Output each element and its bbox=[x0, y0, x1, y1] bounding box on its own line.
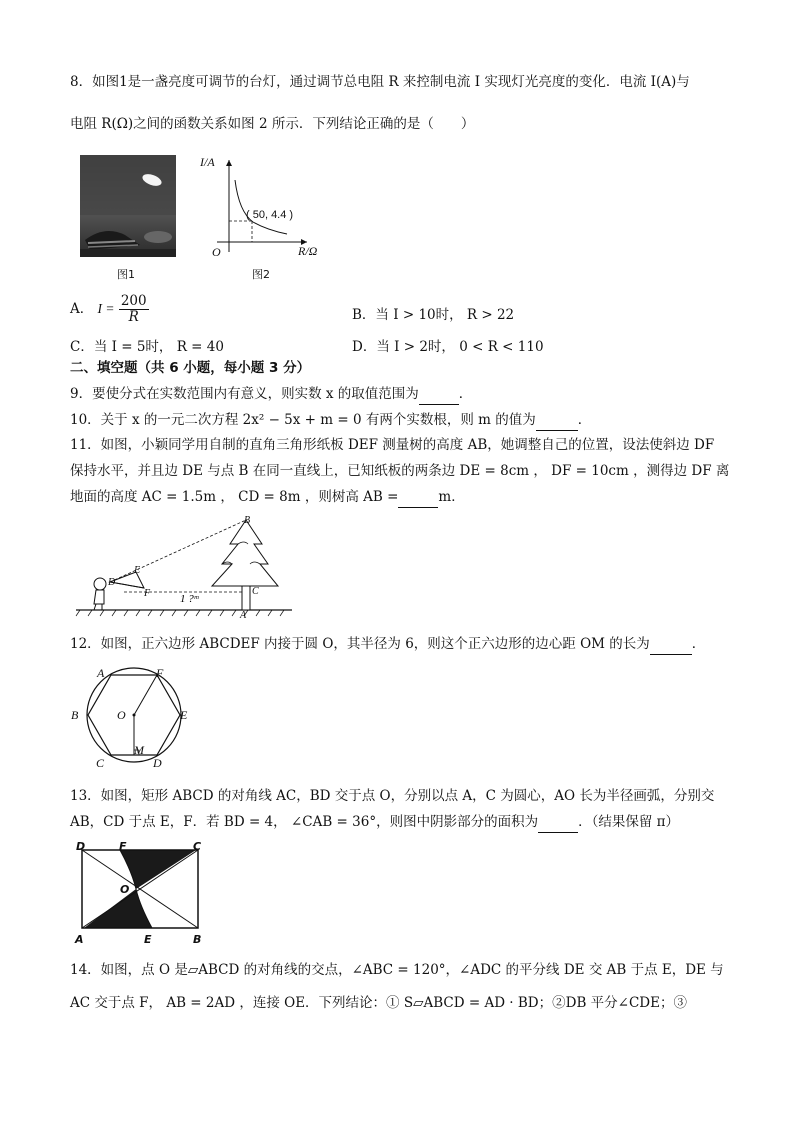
q13-line2 bbox=[70, 812, 679, 833]
svg-text:1 ?ᵐ: 1 ?ᵐ bbox=[180, 593, 199, 605]
q11-label-d: D bbox=[108, 577, 116, 588]
q13-figure-rectangle bbox=[76, 844, 206, 934]
figure1-lamp-photo bbox=[80, 155, 176, 257]
option-a-numerator: 200 bbox=[120, 293, 147, 309]
q13-label-a: A bbox=[75, 933, 84, 946]
q11-line3 bbox=[70, 487, 465, 508]
q13-blank bbox=[538, 812, 578, 833]
graph-point-label: ( 50, 4.4 ) bbox=[246, 209, 294, 221]
q13-label-b: B bbox=[193, 933, 202, 946]
q9 bbox=[70, 384, 472, 405]
q10-text: 10．关于 x 的一元二次方程 2x² − 5x + m = 0 有两个实数根，则 m 的值为 bbox=[70, 412, 536, 428]
q12-label-f: F bbox=[156, 666, 164, 680]
q11-label-e: E bbox=[134, 565, 141, 576]
option-a-label: A． bbox=[70, 301, 94, 317]
q8-line2: 电阻 R(Ω)之间的函数关系如图 2 所示．下列结论正确的是（ ） bbox=[70, 116, 475, 132]
q12-label-a: A bbox=[97, 666, 105, 680]
option-a-fraction bbox=[119, 294, 149, 325]
q13-line2-end: ．（结果保留 π） bbox=[578, 814, 679, 830]
q11-line3-end: m． bbox=[438, 489, 465, 505]
q13-label-f: F bbox=[119, 840, 127, 853]
q14-line2: AC 交于点 F， AB = 2AD ，连接 OE．下列结论：① S▱ABCD = AD · BD；②DB 平分∠CDE；③ bbox=[70, 995, 687, 1011]
q12-blank bbox=[650, 634, 692, 655]
q12-label-b: B bbox=[71, 708, 79, 722]
q11-line2: 保持水平，并且边 DE 与点 B 在同一直线上，已知纸板的两条边 DE = 8cm ， DF = 10cm ，测得边 DF 离 bbox=[70, 463, 730, 479]
q12-label-e: E bbox=[180, 708, 188, 722]
q10-blank bbox=[536, 410, 578, 431]
graph-origin-label: O bbox=[212, 245, 221, 259]
option-a-lhs: I = bbox=[97, 301, 115, 316]
q14-line1: 14．如图，点 O 是▱ABCD 的对角线的交点，∠ABC = 120°，∠ADC 的平分线 DE 交 AB 于点 E，DE 与 bbox=[70, 962, 724, 978]
q11-label-a: A bbox=[240, 610, 247, 621]
q9-blank bbox=[419, 384, 459, 405]
q10 bbox=[70, 410, 591, 431]
figure2-caption: 图2 bbox=[252, 268, 270, 281]
q12-label-d: D bbox=[153, 756, 162, 770]
option-c: C．当 I = 5时， R = 40 bbox=[70, 339, 224, 355]
q13-label-o: O bbox=[120, 883, 130, 896]
q11-label-b: B bbox=[244, 515, 251, 526]
option-a-denominator: R bbox=[128, 309, 139, 325]
q12-end: ． bbox=[691, 636, 706, 652]
graph-y-axis-label: I/A bbox=[200, 155, 215, 169]
option-b: B．当 I > 10时， R > 22 bbox=[352, 307, 515, 323]
q13-label-c: C bbox=[193, 840, 202, 853]
q11-label-f: F bbox=[144, 588, 151, 599]
section-heading: 二、填空题（共 6 小题，每小题 3 分） bbox=[70, 360, 311, 376]
q13-label-e: E bbox=[144, 933, 152, 946]
figure1-caption: 图1 bbox=[117, 268, 135, 281]
q10-end: ． bbox=[577, 412, 592, 428]
q13-line2-text: AB，CD 于点 E，F．若 BD = 4， ∠CAB = 36°，则图中阴影部分的面积为 bbox=[70, 814, 539, 830]
q12-label-o: O bbox=[117, 708, 126, 722]
q11-line3-text: 地面的高度 AC = 1.5m ， CD = 8m ，则树高 AB = bbox=[70, 489, 399, 505]
q9-text: 9．要使分式在实数范围内有意义，则实数 x 的取值范围为 bbox=[70, 386, 419, 402]
q11-label-c: C bbox=[252, 586, 259, 597]
graph-x-axis-label: R/Ω bbox=[298, 244, 318, 258]
q9-end: ． bbox=[458, 386, 473, 402]
q8-line1: 8．如图1是一盏亮度可调节的台灯，通过调节总电阻 R 来控制电流 I 实现灯光亮度的变化．电流 I(A)与 bbox=[70, 74, 690, 90]
q13-line1: 13．如图，矩形 ABCD 的对角线 AC，BD 交于点 O，分别以点 A，C 为圆心，AO 长为半径画弧，分别交 bbox=[70, 788, 715, 804]
q11-blank bbox=[398, 487, 438, 508]
q12-text: 12．如图，正六边形 ABCDEF 内接于圆 O，其半径为 6，则这个正六边形的边心距 OM 的长为 bbox=[70, 636, 650, 652]
q11-figure-tree bbox=[72, 512, 296, 620]
q13-label-d: D bbox=[76, 840, 86, 853]
q12-label-c: C bbox=[96, 756, 105, 770]
q11-line1: 11．如图，小颖同学用自制的直角三角形纸板 DEF 测量树的高度 AB，她调整自己的位置，设法使斜边 DF bbox=[70, 437, 715, 453]
q12 bbox=[70, 634, 705, 655]
option-d: D．当 I > 2时， 0 < R < 110 bbox=[352, 339, 544, 355]
option-a bbox=[70, 294, 149, 325]
q12-label-m: M bbox=[134, 743, 144, 757]
